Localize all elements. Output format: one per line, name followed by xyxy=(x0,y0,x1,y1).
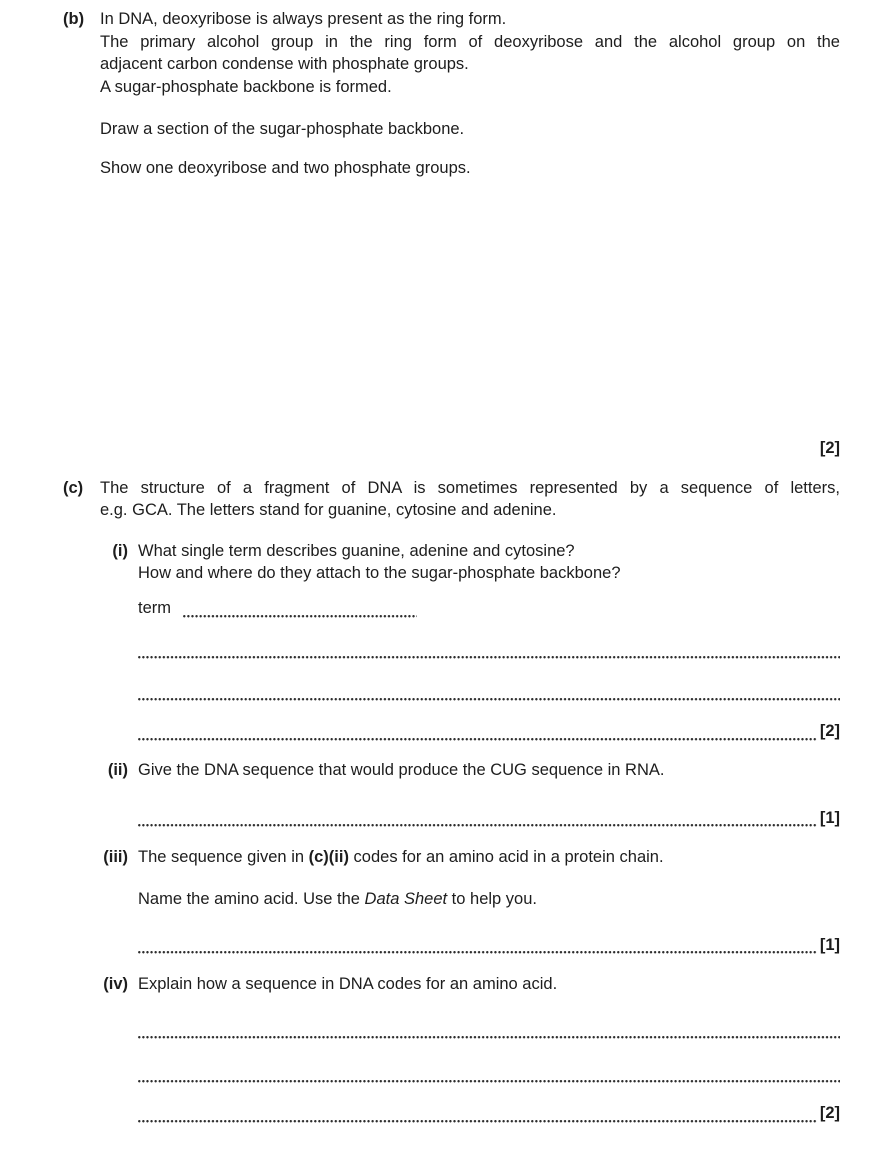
question-b-line-3: adjacent carbon condense with phosphate groups. xyxy=(100,55,469,73)
part-c-iii-content xyxy=(138,846,840,956)
question-c-label: (c) xyxy=(63,478,84,497)
answer-line xyxy=(138,1018,840,1041)
part-c-i-question-line-1: What single term describes guanine, adenine and cytosine? xyxy=(138,541,575,560)
drawing-space xyxy=(0,179,891,437)
part-c-iii-question-ref: (c)(ii) xyxy=(308,848,349,866)
question-b-line-4: A sugar-phosphate backbone is formed. xyxy=(100,77,392,96)
question-c-content xyxy=(100,477,840,522)
part-c-iii-instruction xyxy=(138,888,840,911)
part-c-iii-label: (iii) xyxy=(103,848,128,866)
part-c-iii-question xyxy=(138,846,840,869)
part-c-iii xyxy=(92,846,891,956)
part-c-iii-question-pre: The sequence given in xyxy=(138,848,309,866)
answer-line xyxy=(138,638,840,661)
question-b-instruction-show: Show one deoxyribose and two phosphate groups. xyxy=(100,158,471,177)
part-c-iii-instruction-pre: Name the amino acid. Use the xyxy=(138,889,365,908)
question-c-intro-line-1: The structure of a fragment of DNA is sometimes represented by a sequence of letters, xyxy=(100,478,840,497)
data-sheet-reference: Data Sheet xyxy=(364,889,448,908)
part-c-ii xyxy=(92,759,891,830)
answer-dotted-line xyxy=(138,823,817,827)
part-c-iii-marks: [1] xyxy=(819,935,840,954)
question-b-line-1: In DNA, deoxyribose is always present as the ring form. xyxy=(100,10,507,28)
part-c-iii-instruction-post: to help you. xyxy=(447,889,537,908)
part-c-ii-content xyxy=(138,759,840,830)
part-c-i xyxy=(92,540,891,743)
part-c-ii-question: Give the DNA sequence that would produce the CUG sequence in RNA. xyxy=(138,760,665,779)
answer-dotted-line xyxy=(138,1119,817,1123)
question-b-content xyxy=(100,8,840,179)
term-label: term xyxy=(138,599,171,617)
question-c xyxy=(0,477,891,522)
part-c-i-question-line-2: How and where do they attach to the sugar-phosphate backbone? xyxy=(138,564,621,582)
answer-line-with-marks xyxy=(138,720,840,743)
answer-dotted-line xyxy=(138,950,817,954)
answer-dotted-line xyxy=(138,655,840,659)
question-b-marks: [2] xyxy=(819,439,840,457)
question-b-label: (b) xyxy=(63,10,85,28)
part-c-iv-marks: [2] xyxy=(819,1104,840,1122)
answer-line-with-marks xyxy=(138,933,840,956)
part-c-iv-label: (iv) xyxy=(103,975,128,993)
answer-dotted-line xyxy=(138,697,840,701)
part-c-iv-content xyxy=(138,973,840,1125)
answer-line-with-marks xyxy=(138,1102,840,1125)
part-c-iii-question-post: codes for an amino acid in a protein chain. xyxy=(348,848,664,866)
answer-line-with-marks xyxy=(138,806,840,829)
answer-dotted-line xyxy=(138,1035,840,1039)
part-c-i-content xyxy=(138,540,840,743)
question-b xyxy=(0,8,891,179)
part-c-iv-question: Explain how a sequence in DNA codes for an amino acid. xyxy=(138,975,558,993)
part-c-i-label: (i) xyxy=(112,541,128,560)
answer-dotted-line xyxy=(138,737,817,741)
term-answer-row xyxy=(138,597,840,620)
part-c-i-marks: [2] xyxy=(819,722,840,740)
answer-dotted-line xyxy=(138,1079,840,1083)
answer-line xyxy=(138,680,840,703)
question-b-instruction-draw: Draw a section of the sugar-phosphate backbone. xyxy=(100,120,465,138)
answer-line xyxy=(138,1062,840,1085)
part-c-iv xyxy=(92,973,891,1125)
question-c-intro-line-2: e.g. GCA. The letters stand for guanine, cytosine and adenine. xyxy=(100,501,557,519)
term-answer-dotted-line xyxy=(183,614,417,618)
part-c-ii-marks: [1] xyxy=(819,808,840,827)
question-b-line-2: The primary alcohol group in the ring form of deoxyribose and the alcohol group on the xyxy=(100,32,840,51)
part-c-ii-label: (ii) xyxy=(107,760,128,779)
